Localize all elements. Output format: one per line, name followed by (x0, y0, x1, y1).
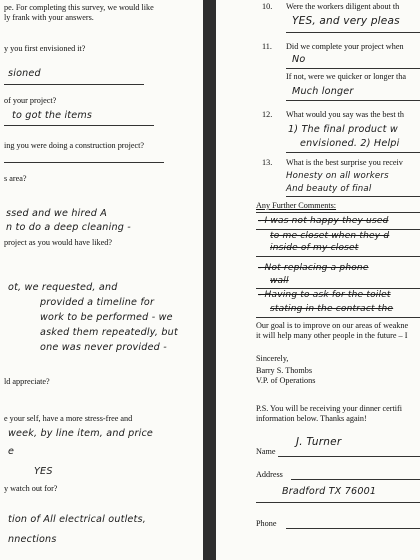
answer-line (4, 84, 144, 85)
question-12-text: What would you say was the best th (286, 110, 405, 119)
question-stressfree: e your self, have a more stress-free and (4, 414, 133, 423)
question-10-text: Were the workers diligent about th (286, 2, 400, 11)
question-project: of your project? (4, 96, 57, 105)
comment-line (256, 256, 420, 257)
answer-line (4, 162, 164, 163)
comment-line-4: - Not replacing a phone (258, 263, 369, 273)
sincerely-text: Sincerely, (256, 354, 289, 363)
comment-line-2: to me closet when they d (270, 231, 390, 241)
answer-13-line-1: Honesty on all workers (286, 171, 389, 181)
phone-label: Phone (256, 519, 277, 528)
comment-line (256, 212, 420, 213)
comment-line (256, 317, 420, 318)
question-11-number: 11. (262, 42, 272, 51)
question-11-text: Did we complete your project when (286, 42, 404, 51)
question-13-text: What is the best surprise you receiv (286, 158, 403, 167)
comment-line-7: stating in the contract the (270, 304, 394, 314)
address-field-line (291, 479, 420, 480)
answer-line (286, 32, 420, 33)
address-label: Address (256, 470, 283, 479)
goal-line-1: Our goal is to improve on our areas of weakne (256, 321, 409, 330)
answer-11: No (292, 54, 306, 65)
page-divider (204, 0, 215, 560)
survey-page-left (0, 0, 203, 560)
question-envisioned: y you first envisioned it? (4, 44, 86, 53)
address-field-line-2 (256, 502, 420, 503)
answer-12-line-2: envisioned. 2) Helpi (300, 138, 400, 149)
answer-watch-line-1: tion of All electrical outlets, (8, 514, 146, 525)
address-value: Bradford TX 76001 (282, 486, 377, 497)
answer-area-line-2: n to do a deep cleaning - (6, 222, 131, 233)
answer-liked-line-5: one was never provided - (40, 342, 167, 353)
answer-12-line-1: 1) The final product w (288, 124, 398, 135)
survey-page-right (216, 0, 420, 560)
answer-project: to got the items (12, 110, 93, 121)
signer-name: Barry S. Thombs (256, 366, 313, 375)
goal-line-2: it will help many other people in the future – I (256, 331, 408, 340)
name-label: Name (256, 447, 276, 456)
intro-line-1: pe. For completing this survey, we would like (4, 3, 154, 12)
name-value: J. Turner (296, 436, 342, 448)
comment-line (256, 288, 420, 289)
comment-line-6: - Having to ask for the toilet (258, 290, 391, 300)
answer-13-line-2: And beauty of final (286, 184, 372, 194)
answer-line (286, 68, 420, 69)
question-liked: project as you would have liked? (4, 238, 112, 247)
answer-line (286, 100, 420, 101)
comment-line-1: - I was not happy they used (258, 216, 389, 226)
answer-yes: YES (34, 466, 53, 477)
answer-liked-line-3: work to be performed - we (40, 312, 173, 323)
answer-liked-line-2: provided a timeline for (40, 297, 155, 308)
answer-line (286, 152, 420, 153)
answer-area-line-1: ssed and we hired A (6, 208, 108, 219)
comment-line-3: inside of my closet (270, 243, 359, 253)
question-appreciate: ld appreciate? (4, 377, 50, 386)
further-comments-label: Any Further Comments: (256, 201, 337, 210)
question-13-number: 13. (262, 158, 273, 167)
answer-liked-line-1: ot, we requested, and (8, 282, 118, 293)
signer-title: V.P. of Operations (256, 376, 316, 385)
intro-line-2: ly frank with your answers. (4, 13, 94, 22)
answer-liked-line-4: asked them repeatedly, but (40, 327, 178, 338)
question-12-number: 12. (262, 110, 273, 119)
comment-line-5: wall (270, 276, 289, 286)
answer-stressfree: week, by line item, and price (8, 428, 154, 439)
ps-line-2: information below. Thanks again! (256, 414, 367, 423)
answer-line (286, 196, 420, 197)
question-area: s area? (4, 174, 27, 183)
answer-11-sub: Much longer (292, 86, 354, 97)
answer-stressfree-2: e (8, 446, 15, 457)
question-10-number: 10. (262, 2, 273, 11)
ps-line-1: P.S. You will be receiving your dinner certifi (256, 404, 402, 413)
phone-field-line (286, 528, 420, 529)
comment-line (256, 229, 420, 230)
question-construction: ing you were doing a construction project? (4, 141, 145, 150)
question-11-sub: If not, were we quicker or longer tha (286, 72, 407, 81)
answer-envisioned: sioned (8, 68, 41, 79)
question-watch: y watch out for? (4, 484, 58, 493)
answer-watch-line-2: nnections (8, 534, 57, 545)
answer-line (4, 125, 154, 126)
name-field-line (278, 456, 420, 457)
answer-10: YES, and very pleas (292, 15, 400, 27)
